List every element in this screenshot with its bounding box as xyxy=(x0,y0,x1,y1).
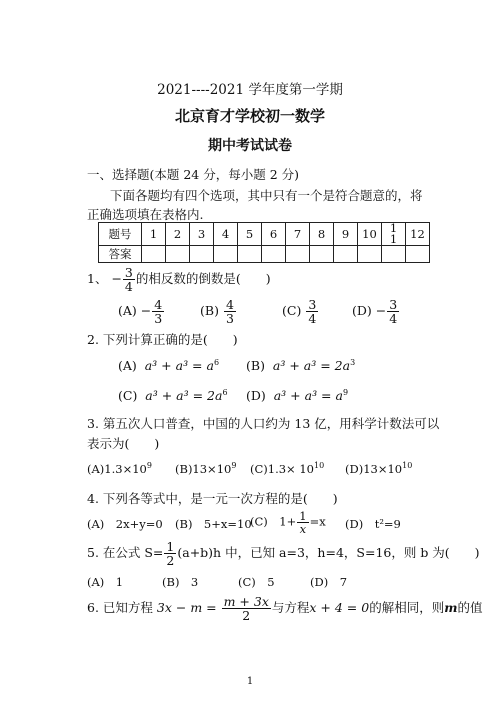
q2-option-d[interactable] xyxy=(246,388,348,403)
school-title: 北京育才学校初一数学 xyxy=(174,107,325,125)
equation: 3x − m = xyxy=(156,600,217,616)
fraction-denominator: 4 xyxy=(124,279,133,295)
fraction-numerator: 3 xyxy=(308,297,317,312)
answer-cell[interactable] xyxy=(214,246,238,263)
answer-cell[interactable] xyxy=(190,246,214,263)
fraction xyxy=(387,298,399,325)
question-text: 5. 在公式 S= xyxy=(87,545,164,561)
fraction-denominator: 2 xyxy=(242,608,251,624)
fraction xyxy=(152,298,164,325)
fraction-numerator: 4 xyxy=(154,297,163,312)
question-text: (a+b)h 中，已知 a=3，h=4，S=16，则 b 为( ) xyxy=(177,545,480,561)
equation: a³ + a³ = 2a xyxy=(145,388,223,403)
q1-option-d[interactable] xyxy=(352,298,400,325)
q1-option-b[interactable] xyxy=(200,298,237,325)
equation: a³ + a³ = a xyxy=(273,388,343,403)
option-text: =x xyxy=(309,514,326,529)
table-cell: 4 xyxy=(214,223,238,246)
exponent: 10 xyxy=(402,461,413,471)
table-row-answers xyxy=(99,246,430,263)
exam-title: 期中考试试卷 xyxy=(208,138,292,154)
fraction xyxy=(306,298,318,325)
answer-cell[interactable] xyxy=(142,246,166,263)
q2-option-b[interactable] xyxy=(246,358,355,373)
fraction-denominator: 3 xyxy=(154,311,163,327)
table-cell: 3 xyxy=(190,223,214,246)
exponent: 3 xyxy=(350,357,356,367)
q1-option-a[interactable] xyxy=(118,298,165,325)
fraction-numerator: 3 xyxy=(124,265,133,280)
option-label: (B) xyxy=(200,303,219,319)
page-number: 1 xyxy=(246,676,254,687)
fraction xyxy=(297,510,308,535)
option-label: (D) xyxy=(352,303,372,319)
answer-cell[interactable] xyxy=(382,246,406,263)
question-3-line-1: 3. 第五次人口普查，中国的人口约为 13 亿，用科学计数法可以 xyxy=(87,416,440,431)
question-3-line-2: 表示为( ) xyxy=(87,436,160,451)
q5-option-a[interactable]: (A) 1 xyxy=(87,575,124,589)
instruction-line-2: 正确选项填在表格内. xyxy=(87,207,204,222)
section-heading: 一、选择题(本题 24 分，每小题 2 分) xyxy=(87,167,300,182)
minus-sign: − xyxy=(140,303,152,319)
question-text: 6. 已知方程 xyxy=(87,600,153,616)
answer-cell[interactable] xyxy=(310,246,334,263)
question-5 xyxy=(87,540,480,567)
answer-cell[interactable] xyxy=(334,246,358,263)
option-text: (C) 1+ xyxy=(250,514,297,529)
table-cell: 5 xyxy=(238,223,262,246)
table-cell: 12 xyxy=(406,223,430,246)
option-label: (D) xyxy=(246,388,266,403)
question-text: 与方程 xyxy=(271,600,310,616)
minus-sign: − xyxy=(375,303,387,319)
exponent: 9 xyxy=(146,461,152,471)
fraction-denominator: 4 xyxy=(389,311,398,327)
option-label: (A) xyxy=(118,358,137,373)
question-6 xyxy=(87,595,482,622)
answer-cell[interactable] xyxy=(238,246,262,263)
q2-option-c[interactable] xyxy=(118,388,228,403)
equation: a³ + a³ = a xyxy=(144,358,214,373)
exponent: 6 xyxy=(222,387,228,397)
option-label: (B) xyxy=(246,358,265,373)
fraction-denominator: 3 xyxy=(225,311,234,327)
q5-option-b[interactable]: (B) 3 xyxy=(162,575,199,589)
fraction-denominator: x xyxy=(299,522,307,537)
q4-option-a[interactable]: (A) 2x+y=0 xyxy=(87,517,163,531)
equation: x + 4 = 0 xyxy=(309,600,370,616)
year-title: 2021----2021 学年度第一学期 xyxy=(157,82,343,98)
q2-option-a[interactable] xyxy=(118,358,219,373)
fraction-numerator: m + 3x xyxy=(223,594,269,609)
fraction xyxy=(164,540,176,567)
question-1 xyxy=(87,266,271,293)
question-text: 的解相同，则 xyxy=(369,600,445,616)
answer-cell[interactable] xyxy=(166,246,190,263)
table-header-cell: 题号 xyxy=(99,223,142,246)
fraction xyxy=(224,298,236,325)
exponent: 9 xyxy=(231,461,237,471)
table-cell: 1 xyxy=(142,223,166,246)
q4-option-c[interactable] xyxy=(250,510,326,535)
question-text: 的相反数的倒数是( ) xyxy=(135,271,271,287)
q3-option-a[interactable] xyxy=(87,462,152,476)
table-cell: 7 xyxy=(286,223,310,246)
q4-option-b[interactable]: (B) 5+x=10 xyxy=(175,517,252,531)
fraction xyxy=(222,595,271,622)
option-label: (C) xyxy=(118,388,138,403)
fraction-numerator: 4 xyxy=(225,297,234,312)
q3-option-c[interactable] xyxy=(250,462,324,476)
q3-option-d[interactable] xyxy=(345,462,412,476)
table-cell: 10 xyxy=(358,223,382,246)
fraction-numerator: 1 xyxy=(166,539,175,554)
answer-table xyxy=(98,222,430,263)
minus-sign: − xyxy=(111,271,122,287)
fraction-numerator: 3 xyxy=(389,297,398,312)
fraction-denominator: 2 xyxy=(166,553,175,569)
option-text: (A)1.3×10 xyxy=(87,462,147,476)
answer-cell[interactable] xyxy=(262,246,286,263)
table-row-numbers xyxy=(99,223,430,246)
answer-cell[interactable] xyxy=(286,246,310,263)
q5-option-c[interactable]: (C) 5 xyxy=(238,575,275,589)
option-text: (C)1.3× 10 xyxy=(250,462,314,476)
q1-option-c[interactable] xyxy=(282,298,319,325)
table-cell: 8 xyxy=(310,223,334,246)
table-cell: 1 1 xyxy=(382,223,406,246)
fraction-denominator: 4 xyxy=(308,311,317,327)
instruction-line-1: 下面各题均有四个选项，其中只有一个是符合题意的，将 xyxy=(110,188,423,203)
table-cell: 6 xyxy=(262,223,286,246)
option-label: (A) xyxy=(118,303,137,319)
question-2: 2. 下列计算正确的是( ) xyxy=(87,332,238,347)
q5-option-d[interactable]: (D) 7 xyxy=(310,575,348,589)
answer-cell[interactable] xyxy=(358,246,382,263)
q4-option-d[interactable]: (D) t²=9 xyxy=(345,517,401,531)
answer-cell[interactable] xyxy=(406,246,430,263)
table-cell: 9 xyxy=(334,223,358,246)
exponent: 10 xyxy=(314,461,325,471)
variable: m xyxy=(444,600,458,616)
equation: a³ + a³ = 2a xyxy=(272,358,351,373)
question-text: 的值 xyxy=(457,600,483,616)
option-text: (B)13×10 xyxy=(175,462,232,476)
table-cell: 2 xyxy=(166,223,190,246)
q3-option-b[interactable] xyxy=(175,462,236,476)
fraction-numerator: 1 xyxy=(299,509,307,523)
table-header-cell: 答案 xyxy=(99,246,142,263)
question-number: 1、 xyxy=(87,271,108,287)
exponent: 6 xyxy=(213,357,220,367)
fraction xyxy=(123,266,135,293)
option-label: (C) xyxy=(282,303,302,319)
question-4: 4. 下列各等式中，是一元一次方程的是( ) xyxy=(87,491,338,506)
option-text: (D)13×10 xyxy=(345,462,403,476)
exponent: 9 xyxy=(342,387,349,397)
